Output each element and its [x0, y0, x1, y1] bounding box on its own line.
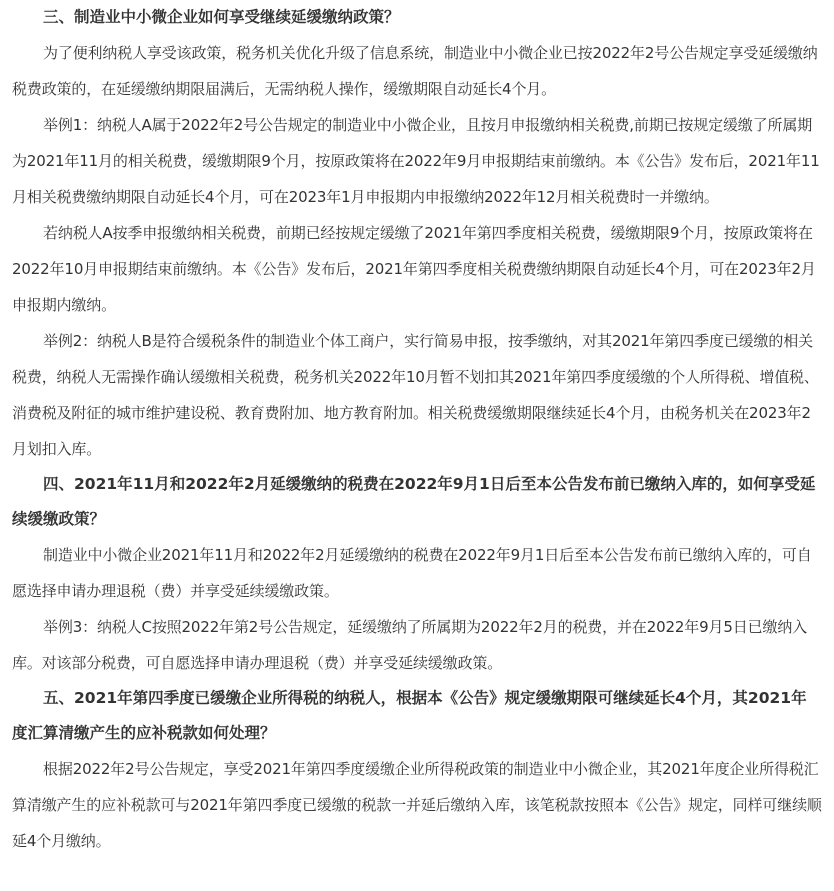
section-heading: 五、2021年第四季度已缓缴企业所得税的纳税人，根据本《公告》规定缓缴期限可继续延长4个月，其2021年度汇算清缴产生的应补税款如何处理？ [12, 689, 807, 742]
section-3 [12, 0, 822, 467]
paragraph: 为了便利纳税人享受该政策，税务机关优化升级了信息系统，制造业中小微企业已按2022年2号公告规定享受延缓缴纳税费政策的，在延缓缴纳期限届满后，无需纳税人操作，缓缴期限自动延长4个月。 [12, 44, 818, 98]
paragraph: 制造业中小微企业2021年11月和2022年2月延缓缴纳的税费在2022年9月1日后至本公告发布前已缴纳入库的，可自愿选择申请办理退税（费）并享受延续缓缴政策。 [12, 546, 812, 600]
example-2-paragraph: 举例2：纳税人B是符合缓税条件的制造业个体工商户，实行简易申报，按季缴纳，对其2021年第四季度已缓缴的相关税费，纳税人无需操作确认缓缴相关税费，税务机关2022年10月暂不划扣其2021年第四季度缓缴的个人所得税、增值税、消费税及附征的城市维护建设税、教育费附加、地方教育附加。相关税费缓缴期限继续延长4个月，由税务机关在2023年2月划扣入库。 [12, 332, 819, 458]
example-3-paragraph: 举例3：纳税人C按照2022年第2号公告规定，延缓缴纳了所属期为2022年2月的税费，并在2022年9月5日已缴纳入库。对该部分税费，可自愿选择申请办理退税（费）并享受延续缓缴政策。 [12, 618, 808, 672]
paragraph: 根据2022年2号公告规定，享受2021年第四季度缓缴企业所得税政策的制造业中小微企业，其2021年度企业所得税汇算清缴产生的应补税款可与2021年第四季度已缓缴的税款一并延后缴纳入库，该笔税款按照本《公告》规定，同样可继续顺延4个月缴纳。 [12, 760, 822, 850]
paragraph: 若纳税人A按季申报缴纳相关税费，前期已经按规定缓缴了2021年第四季度相关税费，缓缴期限9个月，按原政策将在2022年10月申报期结束前缴纳。本《公告》发布后，2021年第四季度相关税费缴纳期限自动延长4个月，可在2023年2月申报期内缴纳。 [12, 224, 816, 314]
section-heading: 三、制造业中小微企业如何享受继续延缓缴纳政策？ [43, 8, 400, 26]
section-heading: 四、2021年11月和2022年2月延缓缴纳的税费在2022年9月1日后至本公告发布前已缴纳入库的，如何享受延续缓缴政策？ [12, 475, 816, 528]
section-5 [12, 681, 822, 859]
example-1-paragraph: 举例1：纳税人A属于2022年2号公告规定的制造业中小微企业，且按月申报缴纳相关税费,前期已按规定缓缴了所属期为2021年11月的相关税费，缓缴期限9个月，按原政策将在2022年9月申报期结束前缴纳。本《公告》发布后，2021年11月相关税费缴纳期限自动延长4个月，可在2023年1月申报期内申报缴纳2022年12月相关税费时一并缴纳。 [12, 116, 820, 206]
section-4 [12, 467, 822, 681]
